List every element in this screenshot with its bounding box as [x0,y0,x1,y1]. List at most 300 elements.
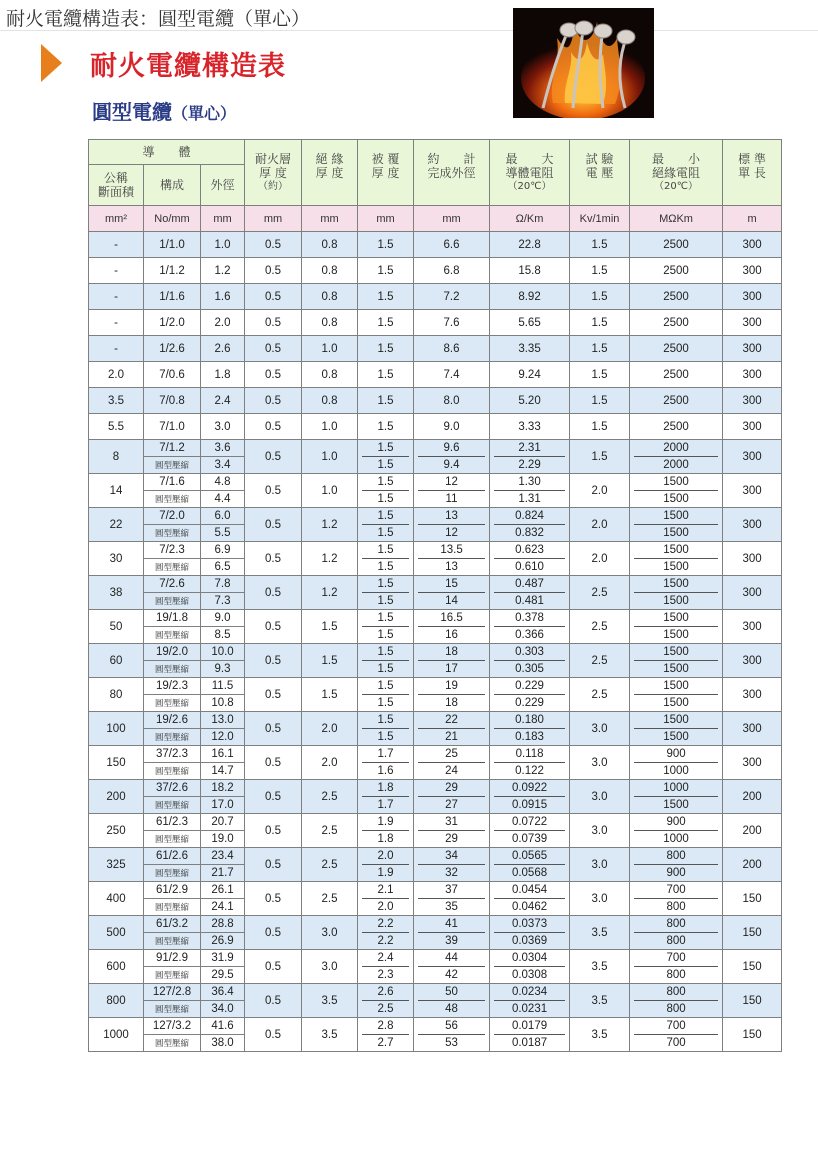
insulation-cell: 1.0 [302,440,358,474]
sheath-cell [358,916,414,950]
insulation-resistance-cell-compressed: 800 [666,1003,686,1015]
conductor-od-compressed-cell: 19.0 [201,831,245,848]
fire-layer-cell: 0.5 [245,474,302,508]
fire-layer-cell: 0.5 [245,984,302,1018]
insulation-resistance-cell: 2500 [630,258,723,284]
test-voltage-cell: 1.5 [570,440,630,474]
conductor-od-cell: 3.6 [201,440,245,457]
compressed-label-cell: 圓型壓縮 [144,797,201,814]
sheath-cell [358,508,414,542]
outer-diameter-cell: 7.6 [414,310,490,336]
resistance-cell-compressed: 0.183 [515,731,544,743]
resistance-cell-standard: 0.180 [494,712,565,729]
outer-diameter-cell [414,848,490,882]
strand-cell: 1/2.0 [144,310,201,336]
insulation-resistance-cell: 2500 [630,336,723,362]
resistance-cell-compressed: 1.31 [518,493,541,505]
strand-cell: 1/1.6 [144,284,201,310]
conductor-od-cell: 2.6 [201,336,245,362]
compressed-label-cell: 圓型壓縮 [144,627,201,644]
area-cell: - [89,310,144,336]
area-header-line1: 公稱 [103,171,128,185]
resistance-cell-standard: 0.824 [494,508,565,525]
sheath-cell: 1.5 [358,336,414,362]
outer-diameter-cell: 6.6 [414,232,490,258]
units-row [89,206,782,232]
insulation-cell: 1.0 [302,414,358,440]
unit-cell: mm [245,206,302,232]
area-cell: 325 [89,848,144,882]
insulation-resistance-cell-compressed: 1000 [663,765,689,777]
resistance-cell-standard: 0.487 [494,576,565,593]
insulation-resistance-cell-compressed: 2000 [663,459,689,471]
resistance-cell [490,542,570,576]
conductor-od-compressed-cell: 12.0 [201,729,245,746]
outer-diameter-cell [414,984,490,1018]
sheath-cell [358,644,414,678]
insulation-cell: 2.5 [302,882,358,916]
conductor-od-cell: 18.2 [201,780,245,797]
table-row [89,284,782,310]
insulation-resistance-cell [630,644,723,678]
resistance-cell-standard: 0.0565 [494,848,565,865]
insulation-resistance-cell [630,678,723,712]
sub-heading [92,96,236,125]
resistance-cell-standard: 0.0179 [494,1018,565,1035]
outer-diameter-cell-compressed: 32 [445,867,458,879]
insulation-resistance-cell-standard: 700 [634,1018,718,1035]
conductor-od-compressed-cell: 26.9 [201,933,245,950]
resistance-cell-standard: 0.0373 [494,916,565,933]
conductor-od-compressed-cell: 8.5 [201,627,245,644]
insulation-resistance-cell: 2500 [630,284,723,310]
outer-diameter-cell: 8.6 [414,336,490,362]
conductor-od-cell: 13.0 [201,712,245,729]
unit-cell: Ω/Km [490,206,570,232]
resistance-cell [490,576,570,610]
sheath-cell-standard: 1.5 [362,712,409,729]
standard-length-header-line1: 標 準 [738,151,766,166]
conductor-od-cell: 41.6 [201,1018,245,1035]
sheath-cell-standard: 2.8 [362,1018,409,1035]
standard-length-cell: 150 [723,916,782,950]
test-voltage-header-line1: 試 驗 [585,151,614,166]
standard-length-cell: 300 [723,310,782,336]
insulation-cell: 3.0 [302,916,358,950]
conductor-od-compressed-cell: 9.3 [201,661,245,678]
compressed-label-cell: 圓型壓縮 [144,559,201,576]
resistance-cell: 3.33 [490,414,570,440]
unit-cell: MΩKm [630,206,723,232]
sheath-cell: 1.5 [358,388,414,414]
conductor-od-compressed-cell: 3.4 [201,457,245,474]
strand-cell: 37/2.3 [144,746,201,763]
area-cell: 2.0 [89,362,144,388]
test-voltage-cell: 1.5 [570,336,630,362]
test-voltage-cell: 3.0 [570,882,630,916]
insulation-resistance-cell [630,746,723,780]
outer-diameter-cell-standard: 13 [418,508,485,525]
fire-layer-cell: 0.5 [245,882,302,916]
conductor-od-compressed-cell: 7.3 [201,593,245,610]
strand-cell: 127/3.2 [144,1018,201,1035]
sheath-cell-standard: 1.5 [362,440,409,457]
fire-layer-cell: 0.5 [245,916,302,950]
outer-diameter-cell [414,576,490,610]
standard-length-cell: 200 [723,814,782,848]
resistance-cell [490,678,570,712]
insulation-resistance-cell: 2500 [630,362,723,388]
test-voltage-cell: 3.0 [570,848,630,882]
outer-diameter-cell-compressed: 21 [445,731,458,743]
unit-cell: No/mm [144,206,201,232]
area-cell: 8 [89,440,144,474]
outer-diameter-cell [414,474,490,508]
standard-length-cell: 300 [723,678,782,712]
conductor-od-cell: 3.0 [201,414,245,440]
sheath-cell [358,780,414,814]
standard-length-cell: 150 [723,882,782,916]
insulation-resistance-cell-standard: 700 [634,950,718,967]
insulation-resistance-cell-compressed: 1500 [663,595,689,607]
standard-length-cell: 300 [723,336,782,362]
sheath-cell-standard: 1.5 [362,508,409,525]
conductor-od-compressed-cell: 34.0 [201,1001,245,1018]
insulation-resistance-cell-standard: 1500 [634,474,718,491]
insulation-resistance-cell [630,508,723,542]
fire-layer-header-line1: 耐火層 [255,151,292,166]
outer-diameter-cell: 8.0 [414,388,490,414]
sheath-cell: 1.5 [358,362,414,388]
resistance-cell: 5.20 [490,388,570,414]
conductor-od-cell: 23.4 [201,848,245,865]
compressed-label-cell: 圓型壓縮 [144,1001,201,1018]
sheath-cell: 1.5 [358,232,414,258]
insulation-cell: 3.0 [302,950,358,984]
resistance-cell-standard: 0.303 [494,644,565,661]
insulation-resistance-cell-standard: 1500 [634,576,718,593]
insulation-resistance-cell-compressed: 1500 [663,561,689,573]
sheath-cell [358,882,414,916]
conductor-od-cell: 1.8 [201,362,245,388]
strand-cell: 61/2.6 [144,848,201,865]
outer-diameter-cell-standard: 37 [418,882,485,899]
area-cell: 100 [89,712,144,746]
conductor-od-compressed-cell: 6.5 [201,559,245,576]
resistance-cell: 3.35 [490,336,570,362]
table-row [89,814,782,831]
standard-length-cell: 150 [723,950,782,984]
table-row [89,336,782,362]
standard-length-cell: 200 [723,848,782,882]
area-cell: - [89,232,144,258]
resistance-cell-compressed: 0.305 [515,663,544,675]
insulation-resistance-cell [630,814,723,848]
table-row [89,916,782,933]
test-voltage-cell: 3.5 [570,984,630,1018]
insulation-resistance-cell [630,780,723,814]
insulation-cell: 1.5 [302,610,358,644]
strand-cell: 37/2.6 [144,780,201,797]
sheath-cell-standard: 1.5 [362,576,409,593]
insulation-cell: 3.5 [302,1018,358,1052]
standard-length-cell: 150 [723,984,782,1018]
sheath-cell-compressed: 1.7 [377,799,394,811]
insulation-cell: 3.5 [302,984,358,1018]
title-divider [0,30,818,31]
resistance-cell [490,916,570,950]
table-row [89,848,782,865]
sheath-header-line1: 被 覆 [371,151,400,166]
table-row [89,712,782,729]
resistance-cell-compressed: 0.832 [515,527,544,539]
insulation-cell: 1.2 [302,508,358,542]
strand-cell: 7/1.0 [144,414,201,440]
outer-diameter-cell [414,882,490,916]
test-voltage-cell: 1.5 [570,362,630,388]
outer-diameter-cell [414,542,490,576]
insulation-resistance-cell-standard: 1500 [634,610,718,627]
insulation-resistance-cell-compressed: 1500 [663,493,689,505]
compressed-label-cell: 圓型壓縮 [144,661,201,678]
area-cell: 50 [89,610,144,644]
outer-diameter-cell-standard: 19 [418,678,485,695]
outer-diameter-cell-standard: 44 [418,950,485,967]
insulation-resistance-header-line3: （20℃） [654,180,699,192]
sheath-cell-standard: 2.1 [362,882,409,899]
table-row [89,576,782,593]
insulation-resistance-cell-standard: 900 [634,814,718,831]
sheath-cell-standard: 1.5 [362,610,409,627]
resistance-cell-compressed: 2.29 [518,459,541,471]
resistance-header-line3: （20℃） [507,180,552,192]
conductor-od-cell: 1.0 [201,232,245,258]
test-voltage-cell: 2.0 [570,474,630,508]
compressed-label-cell: 圓型壓縮 [144,491,201,508]
resistance-cell [490,984,570,1018]
test-voltage-cell: 3.0 [570,746,630,780]
sheath-cell-standard: 1.5 [362,542,409,559]
area-cell: 38 [89,576,144,610]
standard-length-cell: 300 [723,746,782,780]
sheath-cell-compressed: 1.5 [377,595,394,607]
outer-diameter-cell-standard: 25 [418,746,485,763]
sheath-cell-compressed: 1.5 [377,459,394,471]
conductor-od-cell: 26.1 [201,882,245,899]
outer-diameter-cell-compressed: 27 [445,799,458,811]
strand-cell: 7/2.0 [144,508,201,525]
standard-length-cell: 300 [723,440,782,474]
strand-cell: 19/2.6 [144,712,201,729]
standard-length-cell: 300 [723,284,782,310]
table-row [89,610,782,627]
insulation-cell: 0.8 [302,258,358,284]
resistance-cell: 22.8 [490,232,570,258]
insulation-resistance-cell-compressed: 1500 [663,527,689,539]
insulation-resistance-cell-standard: 900 [634,746,718,763]
resistance-cell-compressed: 0.0308 [511,969,548,981]
outer-diameter-cell-compressed: 12 [445,527,458,539]
resistance-cell-compressed: 0.0231 [511,1003,548,1015]
conductor-od-compressed-cell: 29.5 [201,967,245,984]
insulation-header [302,140,358,206]
insulation-resistance-cell-standard: 800 [634,848,718,865]
unit-cell: mm [302,206,358,232]
strand-cell: 7/1.6 [144,474,201,491]
fire-layer-cell: 0.5 [245,362,302,388]
test-voltage-cell: 1.5 [570,284,630,310]
table-row [89,542,782,559]
strand-cell: 61/2.9 [144,882,201,899]
fire-layer-cell: 0.5 [245,814,302,848]
area-cell: 60 [89,644,144,678]
resistance-cell: 8.92 [490,284,570,310]
sheath-cell-compressed: 2.7 [377,1037,394,1049]
standard-length-cell: 300 [723,474,782,508]
standard-length-cell: 200 [723,780,782,814]
insulation-resistance-cell [630,882,723,916]
compressed-label-cell: 圓型壓縮 [144,525,201,542]
strand-cell: 1/2.6 [144,336,201,362]
standard-length-header [723,140,782,206]
test-voltage-cell: 1.5 [570,232,630,258]
test-voltage-cell: 3.5 [570,916,630,950]
insulation-resistance-cell-compressed: 1500 [663,663,689,675]
sheath-cell [358,678,414,712]
outer-diameter-cell-standard: 9.6 [418,440,485,457]
outer-diameter-cell: 7.2 [414,284,490,310]
outer-diameter-cell-standard: 16.5 [418,610,485,627]
sheath-cell-compressed: 2.3 [377,969,394,981]
resistance-cell: 15.8 [490,258,570,284]
sheath-cell-standard: 1.5 [362,474,409,491]
resistance-cell [490,508,570,542]
insulation-cell: 2.0 [302,746,358,780]
sub-heading-note: （單心） [172,104,237,123]
table-row [89,232,782,258]
strand-cell: 19/2.0 [144,644,201,661]
strand-cell: 91/2.9 [144,950,201,967]
area-cell: - [89,258,144,284]
sheath-cell-compressed: 2.2 [377,935,394,947]
resistance-cell-standard: 0.0922 [494,780,565,797]
sheath-cell [358,814,414,848]
insulation-cell: 1.0 [302,474,358,508]
fire-layer-cell: 0.5 [245,232,302,258]
insulation-resistance-cell [630,712,723,746]
conductor-od-cell: 2.4 [201,388,245,414]
resistance-cell: 5.65 [490,310,570,336]
area-header [89,165,144,206]
outer-diameter-cell-compressed: 42 [445,969,458,981]
outer-diameter-cell-compressed: 13 [445,561,458,573]
compressed-label-cell: 圓型壓縮 [144,695,201,712]
insulation-resistance-cell [630,848,723,882]
sheath-cell-compressed: 1.5 [377,493,394,505]
resistance-cell-standard: 1.30 [494,474,565,491]
resistance-header-line2: 導體電阻 [505,165,554,180]
resistance-cell-compressed: 0.610 [515,561,544,573]
sheath-cell [358,440,414,474]
area-cell: 1000 [89,1018,144,1052]
fire-layer-cell: 0.5 [245,284,302,310]
insulation-resistance-cell-standard: 1500 [634,542,718,559]
conductor-od-compressed-cell: 24.1 [201,899,245,916]
resistance-cell-compressed: 0.0462 [511,901,548,913]
table-row [89,1018,782,1035]
test-voltage-cell: 1.5 [570,388,630,414]
area-cell: 30 [89,542,144,576]
table-row [89,950,782,967]
fire-layer-cell: 0.5 [245,950,302,984]
resistance-cell-standard: 2.31 [494,440,565,457]
fire-layer-cell: 0.5 [245,542,302,576]
sheath-cell [358,984,414,1018]
outer-diameter-cell [414,780,490,814]
insulation-resistance-cell [630,610,723,644]
fire-layer-cell: 0.5 [245,1018,302,1052]
resistance-header [490,140,570,206]
fire-layer-cell: 0.5 [245,678,302,712]
sheath-cell-standard: 1.5 [362,678,409,695]
outer-diameter-cell-standard: 13.5 [418,542,485,559]
resistance-cell [490,950,570,984]
outer-diameter-cell-standard: 56 [418,1018,485,1035]
test-voltage-cell: 3.0 [570,780,630,814]
resistance-cell-standard: 0.0304 [494,950,565,967]
resistance-cell-compressed: 0.229 [515,697,544,709]
area-cell: 600 [89,950,144,984]
test-voltage-header [570,140,630,206]
insulation-resistance-cell-standard: 800 [634,916,718,933]
resistance-cell-standard: 0.0454 [494,882,565,899]
insulation-resistance-cell-compressed: 800 [666,901,686,913]
outer-diameter-cell-compressed: 35 [445,901,458,913]
conductor-od-cell: 1.6 [201,284,245,310]
fire-layer-cell: 0.5 [245,336,302,362]
resistance-cell-compressed: 0.0915 [511,799,548,811]
insulation-cell: 2.5 [302,780,358,814]
fire-layer-cell: 0.5 [245,746,302,780]
outer-diameter-header-line2: 完成外徑 [427,165,476,180]
outer-diameter-cell-standard: 12 [418,474,485,491]
compressed-label-cell: 圓型壓縮 [144,457,201,474]
area-cell: 3.5 [89,388,144,414]
sheath-cell-standard: 2.6 [362,984,409,1001]
resistance-cell-standard: 0.118 [494,746,565,763]
unit-cell: mm [414,206,490,232]
insulation-resistance-cell [630,440,723,474]
outer-diameter-cell-standard: 18 [418,644,485,661]
strand-cell: 19/2.3 [144,678,201,695]
sheath-cell-standard: 1.9 [362,814,409,831]
standard-length-cell: 150 [723,1018,782,1052]
compressed-label-cell: 圓型壓縮 [144,831,201,848]
conductor-od-cell: 11.5 [201,678,245,695]
resistance-cell: 9.24 [490,362,570,388]
outer-diameter-cell [414,610,490,644]
resistance-cell-standard: 0.378 [494,610,565,627]
fire-layer-cell: 0.5 [245,848,302,882]
compressed-label-cell: 圓型壓縮 [144,763,201,780]
area-cell: 250 [89,814,144,848]
area-cell: - [89,284,144,310]
compressed-label-cell: 圓型壓縮 [144,933,201,950]
table-row [89,258,782,284]
insulation-resistance-cell-compressed: 800 [666,969,686,981]
conductor-od-cell: 7.8 [201,576,245,593]
sheath-cell-compressed: 1.5 [377,663,394,675]
